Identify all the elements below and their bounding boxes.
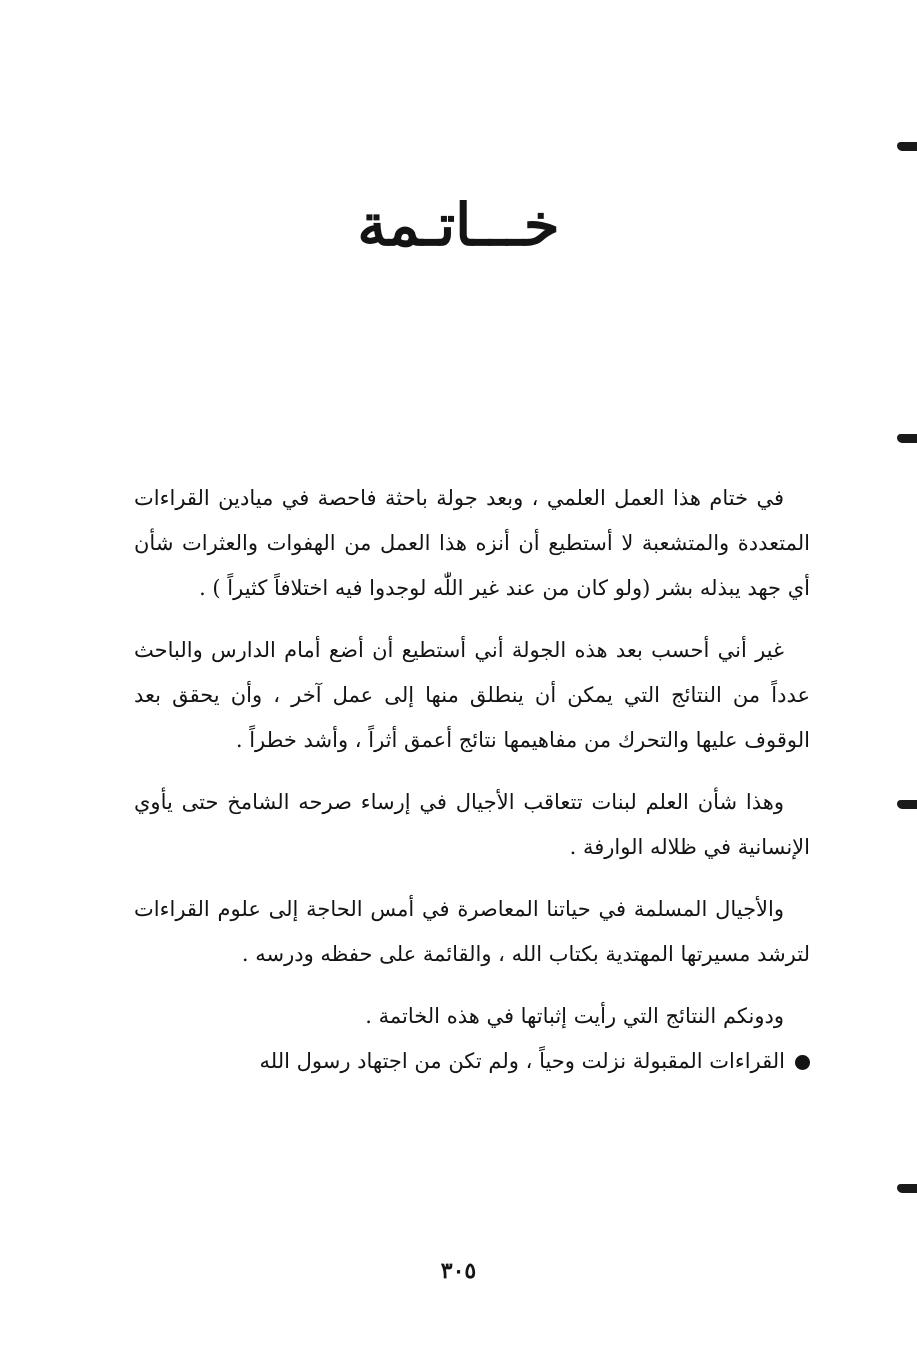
chapter-title: خـــاتـمة	[357, 191, 560, 259]
paragraph-3: وهذا شأن العلم لبنات تتعاقب الأجيال في إرساء صرحه الشامخ حتى يأوي الإنسانية في ظلاله الوارفة .	[134, 790, 810, 859]
paragraph-1: في ختام هذا العمل العلمي ، وبعد جولة باحثة فاحصة في ميادين القراءات المتعددة والمتشعبة لا أستطيع أن أنزه هذا العمل من الهفوات والعثرات شأن أي جهد يبذله بشر (ولو كان من عند غير اللّٰه لوجدوا فيه اختلافاً كثيراً ) .	[134, 486, 810, 600]
bullet-item	[134, 1039, 810, 1084]
scan-edge-mark	[897, 1184, 917, 1193]
bullet-item-text: القراءات المقبولة نزلت وحياً ، ولم تكن من اجتهاد رسول الله	[259, 1049, 785, 1073]
bullet-dot-icon	[795, 1055, 810, 1070]
paragraph-5: ودونكم النتائج التي رأيت إثباتها في هذه الخاتمة .	[365, 1004, 784, 1028]
paragraph-4: والأجيال المسلمة في حياتنا المعاصرة في أمس الحاجة إلى علوم القراءات لترشد مسيرتها المهتدية بكتاب الله ، والقائمة على حفظه ودرسه .	[134, 897, 810, 966]
body-text	[134, 476, 810, 1084]
paragraph-2: غير أني أحسب بعد هذه الجولة أني أستطيع أن أضع أمام الدارس والباحث عدداً من النتائج التي يمكن أن ينطلق منها إلى عمل آخر ، وأن يحقق بعد الوقوف عليها والتحرك من مفاهيمها نتائج أعمق أثراً ، وأشد خطراً .	[134, 638, 810, 752]
scan-edge-mark	[897, 800, 917, 809]
page-number: ٣٠٥	[440, 1258, 477, 1284]
scan-edge-mark	[897, 434, 917, 443]
scan-edge-mark	[897, 142, 917, 151]
